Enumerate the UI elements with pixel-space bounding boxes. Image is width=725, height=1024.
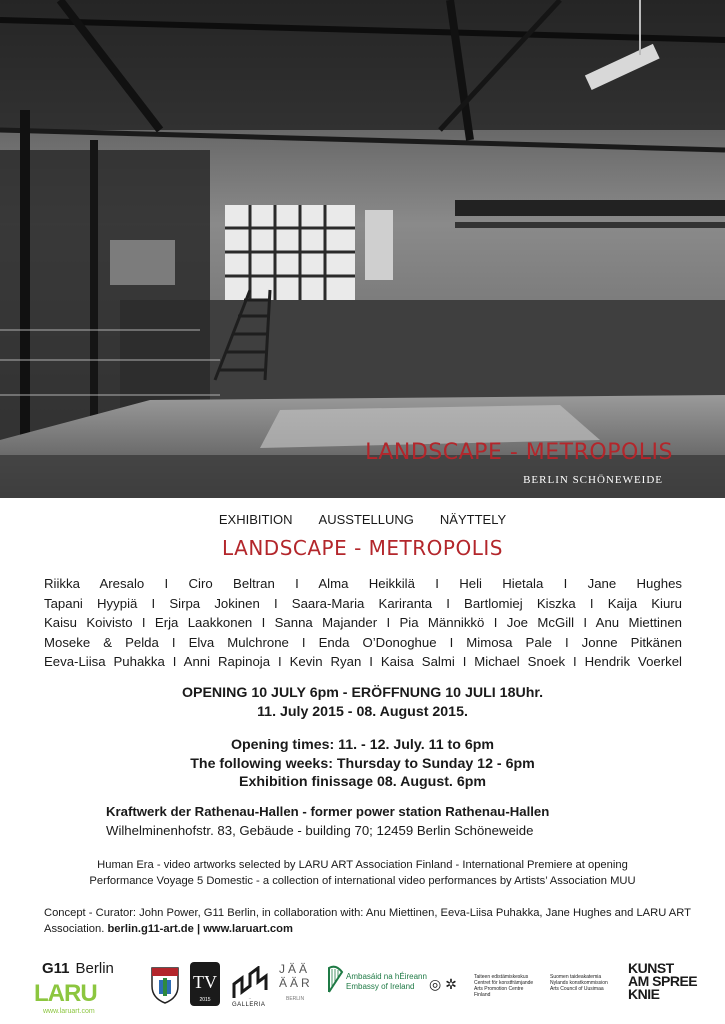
run-dates-line: 11. July 2015 - 08. August 2015. [257, 703, 468, 720]
harp-icon [326, 964, 344, 999]
label-exhibition: EXHIBITION [218, 512, 293, 527]
ks-line-1: KUNST [628, 960, 674, 976]
artists-line: Moseke & Pelda I Elva Mulchrone I Enda O’Donoghue I Mimosa Pale I Jonne Pitkänen [44, 634, 682, 650]
concept-block [44, 905, 694, 937]
jaa-aar-logo [279, 962, 313, 990]
artists-line: Riikka Aresalo I Ciro Beltran I Alma Heikkilä I Heli Hietala I Jane Hughes [44, 576, 682, 591]
works-block [0, 857, 725, 889]
venue-name: Kraftwerk der Rathenau-Hallen - former power station Rathenau-Hallen [106, 804, 550, 819]
ks-line-2: AM SPREE [628, 973, 698, 989]
exhibition-title: LANDSCAPE - METROPOLIS [222, 536, 503, 560]
embassy-en-text: Embassy of Ireland [346, 982, 415, 991]
embassy-ga-text: Ambasáid na hÉireann [346, 972, 427, 981]
g11-text: G11 [42, 960, 70, 977]
kunst-am-spree-knie-logo [628, 962, 697, 1001]
hero-subtitle: BERLIN SCHÖNEWEIDE [523, 474, 663, 486]
tv-logo-year: 2015 [199, 997, 211, 1003]
laru-logo: LARU [34, 980, 97, 1007]
berlin-text: Berlin [75, 960, 114, 977]
muu-logo-text: MUU [248, 999, 252, 1000]
frame2-line: Suomen taideakatemia [550, 974, 602, 980]
muu-logo [232, 966, 268, 1005]
opening-times-block [0, 736, 725, 792]
hero-photo [0, 0, 725, 498]
frame2-line: Nylands konstkommission [550, 980, 608, 986]
artists-line: Eeva-Liisa Puhakka I Anni Rapinoja I Kevin Ryan I Kaisa Salmi I Michael Snoek I Hendrik Voerkel [44, 654, 682, 670]
frame-line: Taiteen edistämiskeskus [474, 974, 529, 980]
frame-line: Centret för konstfrämjande [474, 980, 534, 986]
sponsor-logos [0, 950, 725, 1024]
opening-times-line: Opening times: 11. - 12. July. 11 to 6pm [230, 737, 495, 753]
artists-list [44, 574, 682, 672]
concept-text: Concept - Curator: John Power, G11 Berlin, in collaboration with: Anu Miettinen, Eeva-Liisa Puhakka, Jane Hughes and LARU ART Association. [44, 907, 691, 935]
opening-line: OPENING 10 JULY 6pm - ERÖFFNUNG 10 JULI 18Uhr. [181, 685, 544, 701]
aar-text: ÄÄR [279, 976, 313, 990]
coat-of-arms-icon [150, 964, 180, 1009]
venue-block [106, 803, 549, 840]
laru-url: www.laruart.com [43, 1008, 95, 1015]
arts-council-logo [550, 974, 612, 992]
frame2-line: Arts Council of Uusimaa [550, 986, 604, 992]
industrial-hall-photo [0, 0, 725, 498]
embassy-of-ireland-logo [346, 972, 427, 992]
website-links[interactable]: berlin.g11-art.de | www.laruart.com [107, 923, 293, 935]
exhibition-type-row [0, 512, 725, 527]
weekly-times-line: The following weeks: Thursday to Sunday 12 - 6pm [190, 755, 535, 772]
muu-galleria-text: GALLERIA [232, 1002, 266, 1008]
g11-berlin-logo [42, 960, 114, 977]
tv-logo-text: TV [193, 972, 217, 992]
hero-title: LANDSCAPE - METROPOLIS [365, 440, 673, 465]
finissage-line: Exhibition finissage 08. August. 6pm [238, 774, 486, 790]
spiral-logos-icon: ◎ ✲ [429, 976, 457, 992]
works-line: Human Era - video artworks selected by LARU ART Association Finland - International Premiere at opening [97, 859, 628, 871]
jaa-text: JÄÄ [279, 962, 311, 976]
label-nayttely: NÄYTTELY [439, 512, 507, 527]
dates-block [0, 684, 725, 721]
arts-promotion-centre-logo [474, 974, 536, 998]
tv-logo [190, 962, 220, 1011]
ks-line-3: KNIE [628, 986, 660, 1002]
venue-address: Wilhelminenhofstr. 83, Gebäude - building 70; 12459 Berlin Schöneweide [106, 822, 534, 838]
artists-line: Kaisu Koivisto I Erja Laakkonen I Sanna Majander I Pia Männikkö I Joe McGill I Anu Miettinen [44, 615, 682, 631]
frame-line: Arts Promotion Centre Finland [474, 986, 524, 998]
works-line: Performance Voyage 5 Domestic - a collection of international video performances by Artists’ Association MUU [89, 875, 636, 887]
jaa-berlin-text: BERLIN [286, 996, 305, 1002]
label-ausstellung: AUSSTELLUNG [318, 512, 414, 527]
artists-line: Tapani Hyypiä I Sirpa Jokinen I Saara-Maria Kariranta I Bartlomiej Kiszka I Kaija Kiuru [44, 595, 682, 611]
